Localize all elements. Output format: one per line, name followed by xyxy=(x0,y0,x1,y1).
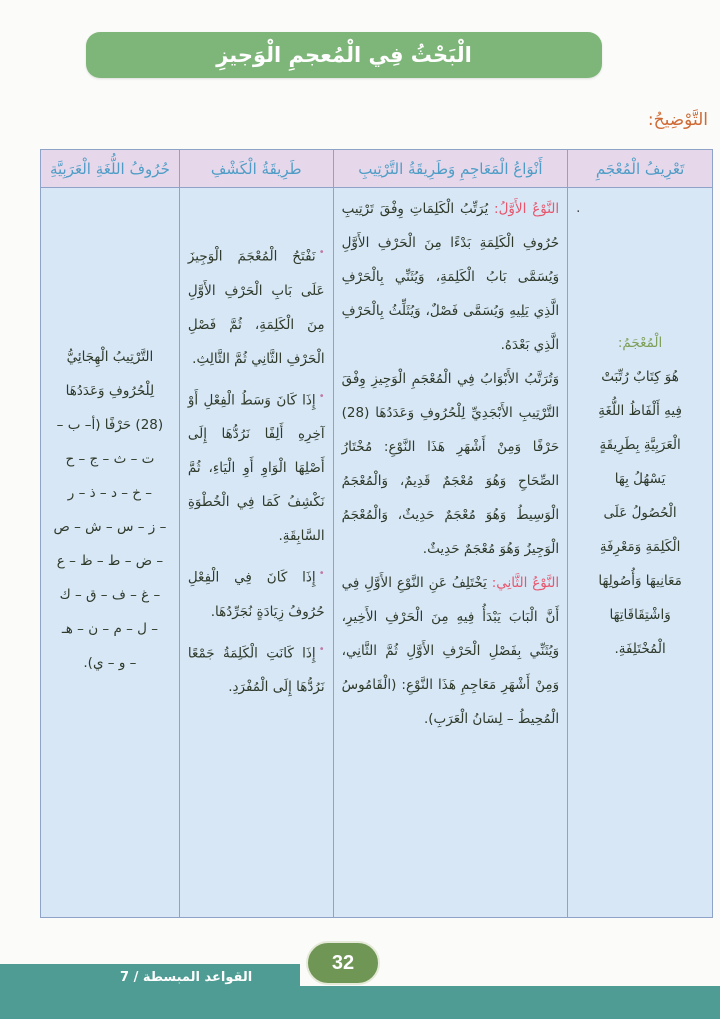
definition-line: وَاشْتِقَاقَاتِهَا xyxy=(609,607,671,623)
definition-line: الْكَلِمَةِ وَمَعْرِفَةِ xyxy=(599,539,681,555)
lesson-title: الْبَحْثُ فِي الْمُعجمِ الْوَجيزِ xyxy=(216,43,472,67)
header-letters: حُرُوفُ اللُّغَةِ الْعَرَبِيَّةِ xyxy=(41,150,180,188)
search-method-cell xyxy=(179,188,333,918)
table-row xyxy=(41,188,713,918)
section-label: التَّوْضِيحُ: xyxy=(647,110,708,130)
types-paragraph-2: وَتُرَتَّبُ الأَبْوَابُ فِي الْمُعْجَمِ الْوَجِيزِ وِفْقَ التَّرْتِيبِ الأَبْجَدِيِّ لِلْحُرُوفِ وَعَدَدُهَا (28) حَرْفًا وَمِنْ أَشْهَرِ هَذَا النَّوْعِ: مُخْتَارُ الصِّحَاحِ وَهُوَ مُعْجَمٌ قَدِيمٌ، وَالْمُعْجَمُ الْوَسِيطُ وَهُوَ مُعْجَمٌ حَدِيثٌ، وَالْمُعْجَمُ الْوَجِيزُ وَهُوَ مُعْجَمٌ حَدِيثٌ. xyxy=(341,371,560,557)
definition-line: الْحُصُولُ عَلَى xyxy=(603,505,677,521)
footer-book-title: القواعد المبسطة / 7 xyxy=(120,970,253,985)
letters-line: – خ – د – ذ – ر xyxy=(67,485,153,501)
letters-line: (28) حَرْفًا (أ– ب – xyxy=(56,417,164,433)
search-step xyxy=(188,633,325,705)
definition-line: فِيهِ أَلْفَاظُ اللُّغَةِ xyxy=(598,403,682,419)
definition-line: الْعَرَبِيَّةِ بِطَرِيقَةٍ xyxy=(599,437,681,453)
types-cell xyxy=(333,188,568,918)
type1-text: يُرَتِّبُ الْكَلِمَاتِ وِفْقَ تَرْتِيبِ حُرُوفِ الْكَلِمَةِ بَدْءًا مِنَ الْحَرْفِ الأَوَّلِ وَيُسَمَّى بَابُ الْكَلِمَةِ، وَيُثَنِّي بِالْحَرْفِ الَّذِي يَلِيهِ وَيُسَمَّى فَصْلٌ، وَيُثَلِّثُ بِالْحَرْفِ الَّذِي بَعْدَهُ. xyxy=(341,201,560,353)
search-step xyxy=(188,557,325,629)
dot-mark: . xyxy=(576,200,581,216)
header-types: أَنْوَاعُ الْمَعَاجِمِ وَطَرِيقَةُ التَّرْتِيبِ xyxy=(333,150,568,188)
lesson-table xyxy=(40,149,713,918)
header-definition: تَعْرِيفُ الْمُعْجَمِ xyxy=(568,150,713,188)
letters-line: – غ – ف – ق – ك xyxy=(59,587,161,603)
definition-line: مَعَانِيهَا وَأُصُولِهَا xyxy=(598,573,682,589)
type2-label: النَّوْعُ الثَّانِي: xyxy=(491,575,560,591)
bullet-icon: • xyxy=(318,247,325,258)
search-step-text: نَفْتَحُ الْمُعْجَمَ الْوَجِيزَ عَلَى بَابِ الْحَرْفِ الأَوَّلِ مِنَ الْكَلِمَةِ، ثُمَّ فَصْلِ الْحَرْفِ الثَّانِي ثُمَّ الثَّالِثِ. xyxy=(187,248,325,367)
definition-line: الْمُخْتَلِفَةِ. xyxy=(614,641,666,657)
definition-cell xyxy=(568,188,713,918)
table-header-row xyxy=(41,150,713,188)
letters-cell xyxy=(41,188,180,918)
type1-label: النَّوْعُ الأَوَّلُ: xyxy=(494,201,560,217)
bullet-icon: • xyxy=(318,643,325,655)
letters-line: – ض – ط – ظ – ع xyxy=(56,553,164,569)
lesson-title-banner xyxy=(86,32,602,78)
definition-line: هُوَ كِتَابٌ رُتِّبَتْ xyxy=(601,369,679,385)
bullet-icon: • xyxy=(318,390,325,402)
definition-line: يَسْهُلُ بِهَا xyxy=(614,471,666,487)
search-step xyxy=(188,380,325,554)
footer-band xyxy=(0,986,720,1019)
letters-line: – ل – م – ن – هـ xyxy=(61,621,159,637)
letters-line: لِلْحُرُوفِ وَعَدَدُهَا xyxy=(65,383,155,399)
definition-term: الْمُعْجَمُ: xyxy=(617,335,663,351)
letters-line: ت – ث – ج – ح xyxy=(65,451,155,467)
search-step-text: إِذَا كَانَ وَسَطُ الْفِعْلِ أَوْ آخِرِهِ أَلِفًا نَرُدُّهَا إِلَى أَصْلِهَا الْوَاوِ أَوِ الْيَاءِ، ثُمَّ نَكْشِفُ كَمَا فِي الْخُطْوَةِ السَّابِقَةِ. xyxy=(187,392,325,544)
header-search-method: طَرِيقَةُ الْكَشْفِ xyxy=(179,150,333,188)
search-step-text: إِذَا كَانَ فِي الْفِعْلِ حُرُوفُ زِيَادَةٍ نُجَرِّدُهَا. xyxy=(187,569,325,620)
page-number-badge: 32 xyxy=(306,941,380,985)
type2-paragraph xyxy=(342,566,560,736)
type2-text: يَخْتَلِفُ عَنِ النَّوْعِ الأَوَّلِ فِي أَنَّ الْبَابَ يَبْدَأُ فِيهِ مِنَ الْحَرْفِ الأَخِيرِ، وَيُثَنِّي بِفَصْلِ الْحَرْفِ الأَوَّلِ ثُمَّ الثَّانِي، وَمِنْ أَشْهَرِ مَعَاجِمِ هَذَا النَّوْعِ: (الْقَامُوسُ الْمُحِيطُ – لِسَانُ الْعَرَبِ). xyxy=(341,575,560,727)
search-step xyxy=(188,236,325,376)
type1-paragraph xyxy=(342,192,560,362)
letters-line: – و – ي). xyxy=(83,655,137,671)
search-step-text: إِذَا كَانَتِ الْكَلِمَةُ جَمْعًا نَرُدُّهَا إِلَى الْمُفْرَدِ. xyxy=(187,645,325,695)
letters-line: التَّرْتِيبُ الْهِجَائِيُّ xyxy=(66,349,154,365)
letters-line: – ز – س – ش – ص xyxy=(53,519,167,535)
bullet-icon: • xyxy=(318,568,325,579)
